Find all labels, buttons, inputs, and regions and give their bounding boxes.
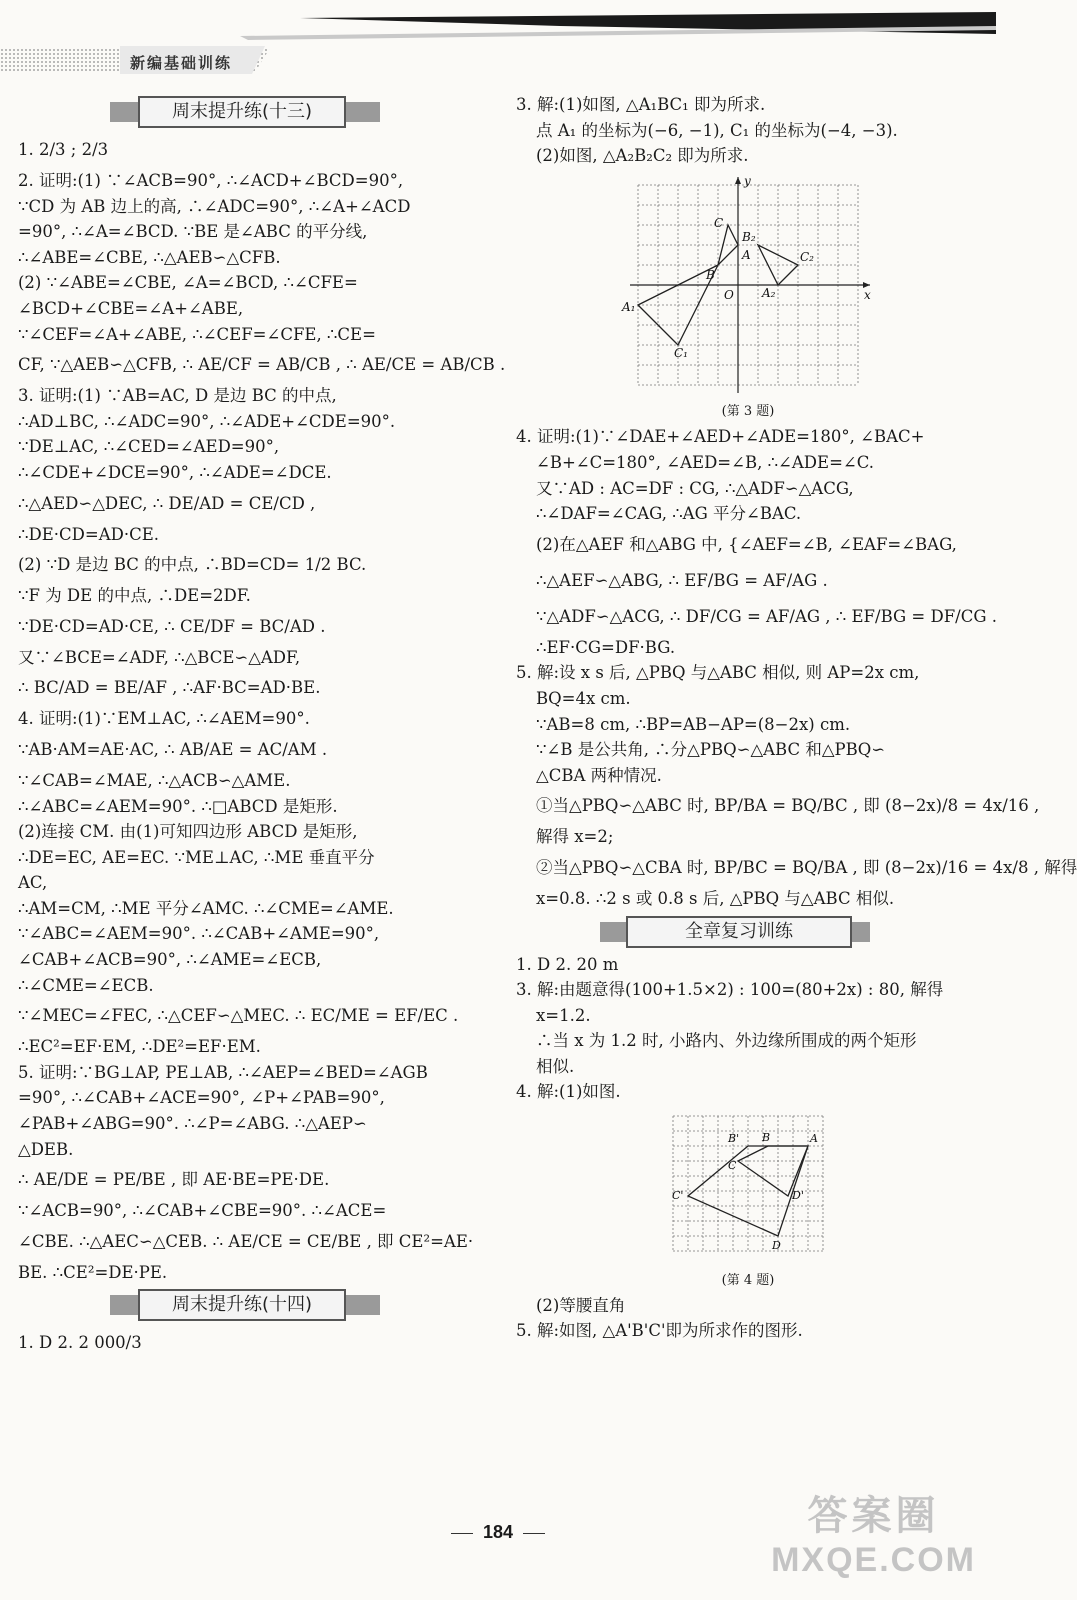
point-label: B' xyxy=(728,1132,740,1146)
answer-line: ∴∠CDE+∠DCE=90°, ∴∠ADE=∠DCE. xyxy=(18,462,332,482)
right-column xyxy=(516,92,1077,1344)
answer-line: ∴△AED∽△DEC, ∴ DE/AD = CE/CD , xyxy=(18,493,316,513)
figure-caption: (第 4 题) xyxy=(721,1272,775,1288)
answer-line: ∴ AE/DE = PE/BE , 即 AE·BE=PE·DE. xyxy=(18,1170,330,1190)
answer-line: ①当△PBQ∽△ABC 时, BP/BA = BQ/BC , 即 (8−2x)/8 = 4x/16 , xyxy=(536,796,1040,816)
answer-line: ∵F 为 DE 的中点, ∴DE=2DF. xyxy=(18,586,251,606)
answer-line: ∠BCD+∠CBE=∠A+∠ABE, xyxy=(18,298,244,318)
section-title: 周末提升练(十三) xyxy=(138,96,346,128)
answer-line: ∵∠B 是公共角, ∴分△PBQ∽△ABC 和△PBQ∽ xyxy=(536,740,886,760)
watermark-line: 答案圈 xyxy=(807,1494,940,1538)
answer-line: 3. 解:(1)如图, △A₁BC₁ 即为所求. xyxy=(516,95,766,114)
answer-line: (2)连接 CM. 由(1)可知四边形 ABCD 是矩形, xyxy=(18,822,358,842)
answer-line: ∴DE=EC, AE=EC. ∵ME⊥AC, ∴ME 垂直平分 xyxy=(18,847,375,867)
section-title: 周末提升练(十四) xyxy=(138,1289,346,1321)
answer-line: ∵△ADF∽△ACG, ∴ DF/CG = AF/AG , ∴ EF/BG = DF/CG . xyxy=(536,606,998,626)
answer-line: ∵DE·CD=AD·CE, ∴ CE/DF = BC/AD . xyxy=(18,616,326,636)
answer-line: 3. 解:由题意得(100+1.5×2) : 100=(80+2x) : 80, 解得 xyxy=(516,980,944,1000)
answer-line: ∴DE·CD=AD·CE. xyxy=(18,524,159,544)
answer-line: BE. ∴CE²=DE·PE. xyxy=(18,1262,168,1282)
page-number-text: 184 xyxy=(482,1522,514,1542)
point-label: C xyxy=(714,215,724,230)
answer-line: (2)在△AEF 和△ABG 中, {∠AEF=∠B, ∠EAF=∠BAG, xyxy=(536,534,957,554)
answer-line: ∵∠ABC=∠AEM=90°. ∴∠CAB+∠AME=90°, xyxy=(18,924,380,944)
page-header xyxy=(0,0,996,78)
answer-line: ∴∠ABE=∠CBE, ∴△AEB∽△CFB. xyxy=(18,247,281,267)
coordinate-grid-figure xyxy=(618,175,878,395)
answer-line: ②当△PBQ∽△CBA 时, BP/BC = BQ/BA , 即 (8−2x)/16 = 4x/8 , 解得 xyxy=(536,857,1077,877)
answer-line: 解得 x=2; xyxy=(536,827,614,847)
grid-figure xyxy=(668,1111,828,1263)
axis-label-x: x xyxy=(864,287,871,302)
point-label: C₁ xyxy=(674,345,688,360)
answer-line: (2)等腰直角 xyxy=(536,1295,626,1315)
left-column xyxy=(18,92,506,1361)
point-label: B₂ xyxy=(742,229,756,244)
watermark-line: MXQE.COM xyxy=(771,1541,976,1579)
answer-line: ∵AB·AM=AE·AC, ∴ AB/AE = AC/AM . xyxy=(18,739,328,759)
answer-line: 又∵∠BCE=∠ADF, ∴△BCE∽△ADF, xyxy=(18,647,301,667)
answer-line: ∴∠CME=∠ECB. xyxy=(18,975,154,995)
answer-line: ∠CAB+∠ACB=90°, ∴∠AME=∠ECB, xyxy=(18,950,322,970)
figure-q4 xyxy=(668,1111,828,1291)
point-label: C xyxy=(728,1159,737,1173)
answer-line: △DEB. xyxy=(18,1139,74,1159)
answer-line: ∵AB=8 cm, ∴BP=AB−AP=(8−2x) cm. xyxy=(536,714,851,734)
point-label: A₂ xyxy=(762,285,776,300)
section-banner xyxy=(516,914,980,948)
header-title: 新编基础训练 xyxy=(130,54,233,72)
answer-line: 2. 证明:(1) ∵∠ACB=90°, ∴∠ACD+∠BCD=90°, xyxy=(18,171,404,190)
answer-line: ∴AD⊥BC, ∴∠ADC=90°, ∴∠ADE+∠CDE=90°. xyxy=(18,411,396,431)
answer-line: 相似. xyxy=(536,1056,575,1076)
answer-line: △CBA 两种情况. xyxy=(536,765,662,785)
answer-line: (2) ∵D 是边 BC 的中点, ∴BD=CD= 1/2 BC. xyxy=(18,555,367,575)
answer-line: 3. 证明:(1) ∵AB=AC, D 是边 BC 的中点, xyxy=(18,386,337,406)
answer-line: CF, ∵△AEB∽△CFB, ∴ AE/CF = AB/CB , ∴ AE/CE = AB/CB . xyxy=(18,355,506,375)
answer-line: ∠CBE. ∴△AEC∽△CEB. ∴ AE/CE = CE/BE , 即 CE²=AE· xyxy=(18,1231,474,1251)
answer-line: 5. 解:设 x s 后, △PBQ 与△ABC 相似, 则 AP=2x cm, xyxy=(516,663,920,683)
axis-label-y: y xyxy=(744,173,751,188)
answer-line: =90°, ∴∠A=∠BCD. ∵BE 是∠ABC 的平分线, xyxy=(18,222,368,242)
answer-line: (2) ∵∠ABE=∠CBE, ∠A=∠BCD, ∴∠CFE= xyxy=(18,273,358,293)
answer-line: 5. 证明:∵BG⊥AP, PE⊥AB, ∴∠AEP=∠BED=∠AGB xyxy=(18,1062,428,1082)
answer-line: ∴EF·CG=DF·BG. xyxy=(536,637,676,657)
answer-line: 5. 解:如图, △A'B'C'即为所求作的图形. xyxy=(516,1321,803,1341)
point-label: C₂ xyxy=(800,249,814,264)
point-label: D' xyxy=(792,1189,804,1203)
section-title: 全章复习训练 xyxy=(626,916,852,948)
answer-line: 4. 解:(1)如图. xyxy=(516,1082,621,1102)
answer-line: ∵∠MEC=∠FEC, ∴△CEF∽△MEC. ∴ EC/ME = EF/EC . xyxy=(18,1006,459,1026)
answer-line: 1. 2/3 ; 2/3 xyxy=(18,140,109,159)
figure-q3 xyxy=(618,175,878,423)
answer-line: 1. D 2. 2 000/3 xyxy=(18,1333,142,1353)
answer-line: (2)如图, △A₂B₂C₂ 即为所求. xyxy=(536,146,749,166)
point-label: C' xyxy=(672,1189,684,1203)
answer-line: ∠PAB+∠ABG=90°. ∴∠P=∠ABG. ∴△AEP∽ xyxy=(18,1114,367,1134)
answer-line: ∴∠DAF=∠CAG, ∴AG 平分∠BAC. xyxy=(536,504,802,524)
answer-line: ∵CD 为 AB 边上的高, ∴∠ADC=90°, ∴∠A+∠ACD xyxy=(18,196,411,216)
origin-label: O xyxy=(724,287,734,302)
watermark xyxy=(771,1484,976,1580)
answer-line: ∴ BC/AD = BE/AF , ∴AF·BC=AD·BE. xyxy=(18,678,321,698)
answer-line: ∵∠CAB=∠MAE, ∴△ACB∽△AME. xyxy=(18,770,291,790)
answer-line: ∴AM=CM, ∴ME 平分∠AMC. ∴∠CME=∠AME. xyxy=(18,898,394,918)
answer-line: ∴当 x 为 1.2 时, 小路内、外边缘所围成的两个矩形 xyxy=(536,1031,917,1051)
section-banner xyxy=(18,94,483,128)
answer-line: ∵∠CEF=∠A+∠ABE, ∴∠CEF=∠CFE, ∴CE= xyxy=(18,324,376,344)
answer-line: ∴EC²=EF·EM, ∴DE²=EF·EM. xyxy=(18,1037,261,1057)
point-label: A xyxy=(810,1132,818,1146)
answer-line: x=0.8. ∴2 s 或 0.8 s 后, △PBQ 与△ABC 相似. xyxy=(536,888,895,908)
answer-line: ∴∠ABC=∠AEM=90°. ∴□ABCD 是矩形. xyxy=(18,796,338,816)
answer-line: ∠B+∠C=180°, ∠AED=∠B, ∴∠ADE=∠C. xyxy=(536,452,875,472)
answer-line: 4. 证明:(1)∵∠DAE+∠AED+∠ADE=180°, ∠BAC+ xyxy=(516,427,925,447)
answer-line: 1. D 2. 20 m xyxy=(516,954,619,974)
answer-line: x=1.2. xyxy=(536,1005,591,1025)
answer-line: =90°, ∴∠CAB+∠ACE=90°, ∠P+∠PAB=90°, xyxy=(18,1088,385,1108)
answer-line: ∴△AEF∽△ABG, ∴ EF/BG = AF/AG . xyxy=(536,570,828,590)
answer-line: 4. 证明:(1)∵EM⊥AC, ∴∠AEM=90°. xyxy=(18,709,310,729)
point-label: D xyxy=(772,1239,781,1253)
answer-line: BQ=4x cm. xyxy=(536,688,631,708)
answer-line: AC, xyxy=(18,873,48,893)
answer-line: ∵DE⊥AC, ∴∠CED=∠AED=90°, xyxy=(18,437,280,457)
answer-line: 点 A₁ 的坐标为(−6, −1), C₁ 的坐标为(−4, −3). xyxy=(536,120,898,140)
answer-line: 又∵AD : AC=DF : CG, ∴△ADF∽△ACG, xyxy=(536,478,854,498)
point-label: B xyxy=(762,1131,771,1145)
point-label: B xyxy=(706,267,715,282)
point-label: A₁ xyxy=(622,299,636,314)
point-label: A xyxy=(742,247,751,262)
section-banner xyxy=(18,1287,483,1321)
figure-caption: (第 3 题) xyxy=(721,404,775,420)
answer-line: ∵∠ACB=90°, ∴∠CAB+∠CBE=90°. ∴∠ACE= xyxy=(18,1201,387,1221)
